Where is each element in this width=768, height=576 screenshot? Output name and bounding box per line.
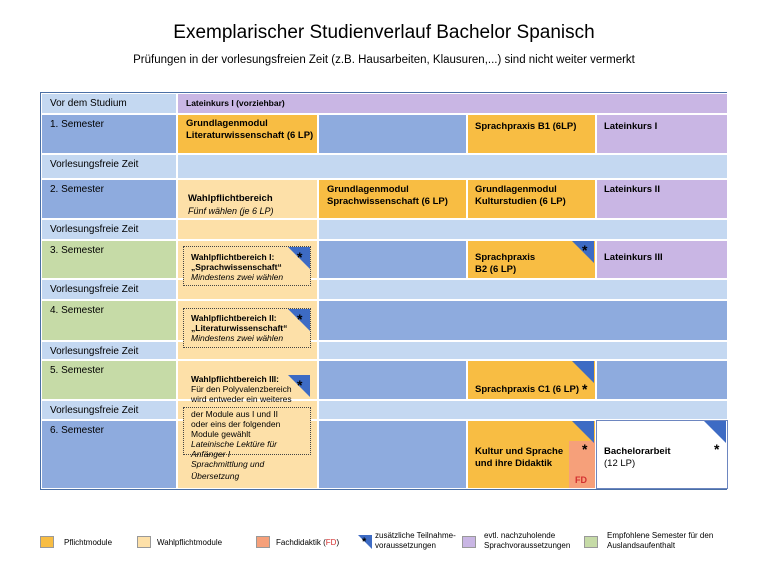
- star-icon: *: [297, 377, 303, 393]
- legend-sprachvoraussetzung-swatch: [462, 536, 476, 548]
- grundlagen-ks-label-2: Kulturstudien (6 LP): [475, 196, 566, 207]
- wpb3-label-7: Lateinische Lektüre für: [191, 439, 277, 449]
- row-label-vorlesungsfrei-4: Vorlesungsfreie Zeit: [41, 341, 177, 360]
- star-icon: *: [582, 242, 588, 258]
- row-label-semester-1: 1. Semester: [41, 114, 177, 154]
- legend-fachdidaktik-swatch: [256, 536, 270, 548]
- row-label-vorlesungsfrei-2: Vorlesungsfreie Zeit: [41, 219, 177, 240]
- star-icon: *: [582, 441, 588, 457]
- lateinkurs-vorziehbar-label: Lateinkurs I (vorziehbar): [186, 98, 285, 108]
- sprachpraxis-b2-label-1: Sprachpraxis: [475, 252, 536, 263]
- empty-cell: [177, 154, 728, 179]
- empty-cell: [318, 341, 728, 360]
- grundlagen-lit-label-2: Literaturwissenschaft (6 LP): [186, 130, 314, 141]
- row-label-vorlesungsfrei-3: Vorlesungsfreie Zeit: [41, 279, 177, 300]
- empty-cell: [318, 279, 728, 300]
- empty-cell: [318, 400, 728, 420]
- legend-star-icon: *: [362, 536, 367, 548]
- wpb1-label-3: Mindestens zwei wählen: [191, 272, 284, 282]
- row-label-vor-dem-studium: Vor dem Studium: [41, 93, 177, 114]
- bachelorarbeit-label-1: Bachelorarbeit: [604, 446, 671, 457]
- voraussetzung-marker: [572, 421, 594, 443]
- wpb3-label-5: oder eins der folgenden: [191, 419, 281, 429]
- cell: [177, 219, 318, 240]
- empty-cell: [318, 114, 467, 154]
- empty-cell: [318, 360, 467, 400]
- legend-zusatz-label-1: zusätzliche Teilnahme-: [375, 531, 456, 540]
- legend-zusatz-label-2: voraussetzungen: [375, 541, 436, 550]
- wpb2-label-3: Mindestens zwei wählen: [191, 333, 284, 343]
- legend-wahlpflicht-swatch: [137, 536, 151, 548]
- study-plan-grid: [40, 92, 727, 490]
- sprachpraxis-b1-label: Sprachpraxis B1 (6LP): [475, 121, 577, 132]
- page-subtitle: Prüfungen in der vorlesungsfreien Zeit (z.B. Hausarbeiten, Klausuren,...) sind nicht weiter vermerkt: [133, 54, 635, 66]
- wpb3-label-6: Module gewählt: [191, 429, 251, 439]
- empty-cell: [596, 360, 728, 400]
- star-icon: *: [297, 311, 303, 327]
- legend-pflicht-swatch: [40, 536, 54, 548]
- legend-fd-code: FD: [325, 538, 337, 547]
- legend-fd-pre: Fachdidaktik (: [276, 538, 326, 547]
- legend-empf-label-2: Auslandsaufenthalt: [607, 541, 676, 550]
- wahlpflicht-subtitle: Fünf wählen (je 6 LP): [188, 206, 274, 216]
- lateinkurs-1-label: Lateinkurs I: [604, 121, 658, 132]
- kultur-didaktik-label-2: und ihre Didaktik: [475, 458, 553, 469]
- grundlagen-sw-label-1: Grundlagenmodul: [327, 184, 409, 195]
- row-label-semester-2: 2. Semester: [41, 179, 177, 219]
- lateinkurs-1-cell: [596, 114, 728, 154]
- star-icon: *: [582, 381, 588, 397]
- row-label-semester-5: 5. Semester: [41, 360, 177, 400]
- legend-fd-post: ): [336, 538, 340, 547]
- row-label-vorlesungsfrei-5: Vorlesungsfreie Zeit: [41, 400, 177, 420]
- wpb2-label-2: „Literaturwissenschaft“: [191, 323, 288, 333]
- legend-empf-label-1: Empfohlene Semester für den: [607, 531, 714, 540]
- wpb3-label-4: der Module aus I und II: [191, 409, 278, 419]
- wahlpflicht-title: Wahlpflichtbereich: [188, 193, 273, 204]
- kultur-didaktik-label-1: Kultur und Sprache: [475, 446, 564, 457]
- empty-cell: [318, 300, 728, 341]
- row-label-semester-6: 6. Semester: [41, 420, 177, 489]
- wpb1-label-1: Wahlpflichtbereich I:: [191, 252, 275, 262]
- row-label-semester-3: 3. Semester: [41, 240, 177, 279]
- page-title: Exemplarischer Studienverlauf Bachelor Spanisch: [173, 22, 595, 43]
- voraussetzung-marker: [704, 421, 726, 443]
- lateinkurs-3-label: Lateinkurs III: [604, 252, 663, 263]
- wpb3-label-2: Für den Polyvalenzbereich: [191, 384, 292, 394]
- empty-cell: [318, 219, 728, 240]
- legend-evtl-label-2: Sprachvoraussetzungen: [484, 541, 571, 550]
- row-label-vorlesungsfrei-1: Vorlesungsfreie Zeit: [41, 154, 177, 179]
- bachelorarbeit-label-2: (12 LP): [604, 458, 636, 469]
- legend-ausland-swatch: [584, 536, 598, 548]
- voraussetzung-marker: [572, 361, 594, 383]
- sprachpraxis-b2-label-2: B2 (6 LP): [475, 264, 517, 275]
- legend-pflicht-label: Pflichtmodule: [64, 538, 113, 547]
- wpb2-label-1: Wahlpflichtbereich II:: [191, 313, 277, 323]
- wpb3-label-10: Übersetzung: [191, 471, 240, 481]
- sprachpraxis-c1-label: Sprachpraxis C1 (6 LP): [475, 384, 580, 395]
- sprachpraxis-b1-cell: [467, 114, 596, 154]
- grundlagen-sw-label-2: Sprachwissenschaft (6 LP): [327, 196, 448, 207]
- row-label-semester-4: 4. Semester: [41, 300, 177, 341]
- wpb3-label-1: Wahlpflichtbereich III:: [191, 374, 279, 384]
- legend-wahlpflicht-label: Wahlpflichtmodule: [157, 538, 223, 547]
- fd-label: FD: [575, 475, 587, 485]
- grundlagen-lit-label-1: Grundlagenmodul: [186, 118, 268, 129]
- empty-cell: [318, 240, 467, 279]
- wpb3-label-9: Sprachmittlung und: [191, 459, 265, 469]
- legend-evtl-label-1: evtl. nachzuholende: [484, 531, 556, 540]
- star-icon: *: [714, 441, 720, 457]
- lateinkurs-2-label: Lateinkurs II: [604, 184, 660, 195]
- grundlagen-ks-label-1: Grundlagenmodul: [475, 184, 557, 195]
- wpb3-label-8: Anfänger I: [191, 449, 231, 459]
- wpb3-label-3: wird entweder ein weiteres: [191, 394, 292, 404]
- star-icon: *: [297, 249, 303, 265]
- empty-cell: [318, 420, 467, 489]
- legend-fachdidaktik-label: [276, 538, 339, 548]
- wpb1-label-2: „Sprachwissenschaft“: [191, 262, 282, 272]
